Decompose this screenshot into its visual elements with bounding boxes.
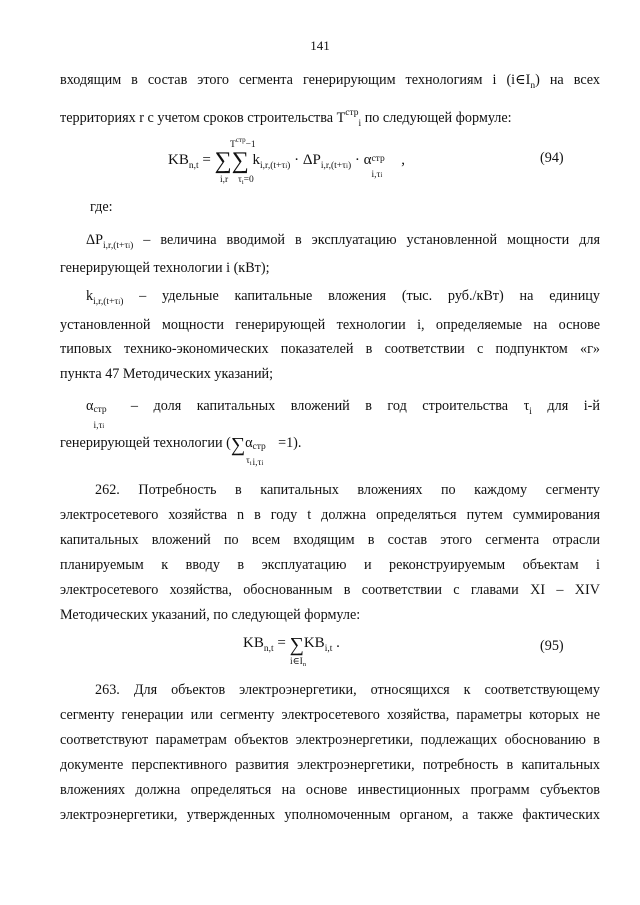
para-262-line-6: Методических указаний, по следующей формуле:	[60, 607, 361, 623]
para-263-line-4: документе перспективного развития электроэнергетики, потребность в капитальных	[60, 757, 600, 773]
para-262-line-1: 262. Потребность в капитальных вложениях по каждому сегменту	[95, 482, 600, 498]
where-label: где:	[90, 199, 113, 215]
sum-sign: ∑	[289, 634, 304, 656]
equation-number-94: (94)	[540, 150, 564, 166]
definition-k: $k_{i,r,(t+\tau i)}$ – удельные капитальные вложения (тыс. руб./кВт) на единицу	[86, 288, 600, 307]
formula-94-body: $KB_{n,t}$ = ∑∑ $k_{i,r,(t+\tau i)} \cdot \Delta P_{i,r,(t+\tau i)} \cdot \alpha$ стр i,τi ,	[168, 148, 405, 180]
para-263-line-2: сегменту генерации или сегменту электросетевого хозяйства, параметры которых не	[60, 707, 600, 723]
equation-number-95: (95)	[540, 638, 564, 654]
formula-94-lower-limit-2: $\tau_i=0$	[238, 175, 254, 186]
formula-95-lower-limit: $i\in I_n$	[290, 657, 307, 668]
para-263-line-5: вложениях должна определяться на основе инвестиционных программ субъектов	[60, 782, 600, 798]
sum-lower-limit-tau: $\tau_i$	[246, 456, 252, 467]
definition-k-line-3: типовых технико-экономических показателей в соответствии с подпунктом «г»	[60, 341, 600, 357]
intro-line-2: территориях r с учетом сроков строительства $T^{стр}_i$ по следующей формуле:	[60, 108, 512, 129]
definition-alpha: α стр i,τi – доля капитальных вложений в год строительства $\tau_i$ для i-й	[86, 398, 600, 431]
para-263-line-1: 263. Для объектов электроэнергетики, относящихся к соответствующему	[95, 682, 600, 698]
para-263-line-3: соответствуют параметрам объектов электроэнергетики, подлежащих обоснованию в	[60, 732, 600, 748]
para-262-line-5: электросетевого хозяйства, обоснованным в соответствии с главами XI – XIV	[60, 582, 600, 598]
definition-delta-p: $\Delta P_{i,r,(t+\tau i)}$ – величина вводимой в эксплуатацию установленной мощности для	[86, 232, 600, 251]
intro-line-1: входящим в состав этого сегмента генерирующим технологиям i $(i\in I_n)$ на всех	[60, 72, 601, 91]
definition-alpha-cont: генерирующей технологии (∑α стр i,τi =1).	[60, 434, 302, 468]
sum-sign: ∑	[214, 148, 232, 174]
formula-94-lower-limit-1: i,r	[220, 175, 229, 185]
definition-delta-p-cont: генерирующей технологии i (кВт);	[60, 260, 270, 276]
sum-sign: ∑	[231, 148, 249, 174]
formula-95-body: $KB_{n,t} = \sum KB_{i,t}$ .	[243, 634, 340, 656]
sum-sign: ∑	[230, 434, 246, 456]
definition-k-line-4: пункта 47 Методических указаний;	[60, 366, 274, 382]
para-262-line-3: капитальных вложений по всем входящим в состав этого сегмента отрасли	[60, 532, 600, 548]
para-262-line-4: планируемым к вводу в эксплуатацию и реконструируемым объектам i	[60, 557, 600, 573]
formula-94-upper-limit: $T^{стр}-1$	[230, 136, 256, 150]
para-263-line-6: электроэнергетики, утвержденных уполномоченным органом, а также фактических	[60, 807, 600, 823]
para-262-line-2: электросетевого хозяйства n в году t должна определяться путем суммирования	[60, 507, 600, 523]
definition-k-line-2: установленной мощности генерирующей технологии i, определяемые на основе	[60, 317, 600, 333]
page-number: 141	[310, 38, 330, 53]
